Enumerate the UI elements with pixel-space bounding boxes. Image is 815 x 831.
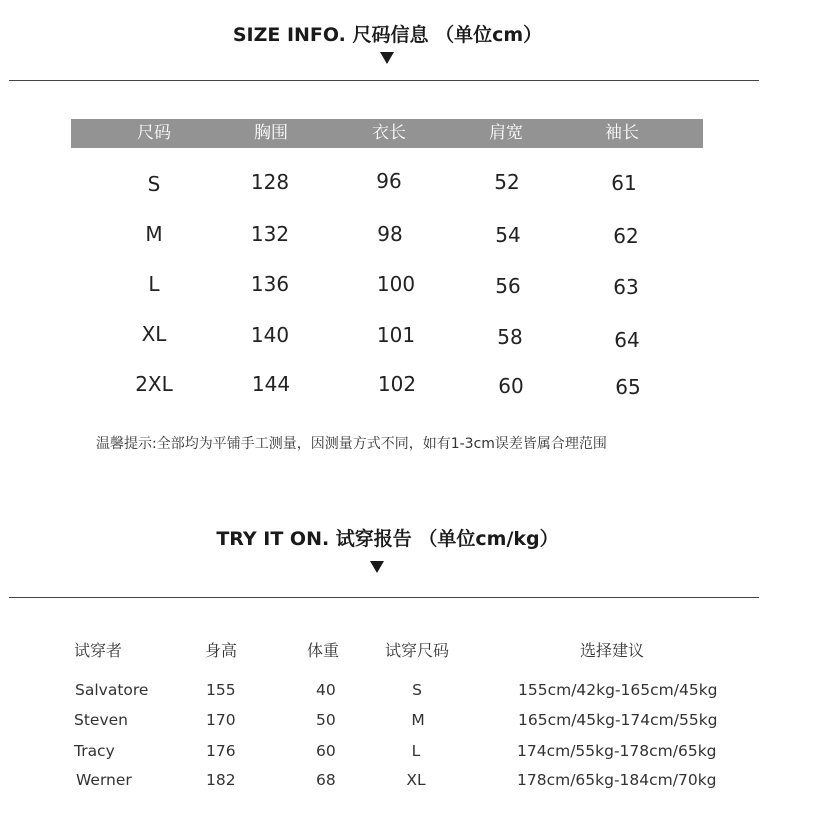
tester-name: Steven bbox=[74, 711, 128, 729]
table-cell: 58 bbox=[497, 325, 523, 349]
table-cell: 65 bbox=[615, 375, 641, 399]
table-cell: 52 bbox=[494, 170, 520, 194]
tester-weight: 68 bbox=[316, 771, 336, 789]
header-recommendation: 选择建议 bbox=[580, 641, 645, 660]
tester-weight: 40 bbox=[316, 681, 336, 699]
table-cell: 96 bbox=[376, 169, 402, 193]
table-cell: 144 bbox=[251, 372, 291, 396]
tester-name: Salvatore bbox=[75, 681, 149, 699]
tester-recommendation: 174cm/55kg-178cm/65kg bbox=[517, 742, 717, 760]
measurement-note: 温馨提示:全部均为平铺手工测量，因测量方式不同，如有1-3cm误差皆属合理范围 bbox=[96, 436, 607, 452]
tester-size: M bbox=[411, 711, 425, 729]
table-cell: 101 bbox=[376, 323, 416, 347]
tester-size: XL bbox=[406, 771, 426, 789]
table-cell: 98 bbox=[377, 222, 403, 246]
table-cell: 56 bbox=[495, 274, 521, 298]
size-info-title: SIZE INFO. 尺码信息 （单位cm） bbox=[232, 24, 543, 46]
tester-recommendation: 165cm/45kg-174cm/55kg bbox=[518, 711, 718, 729]
size-table-header bbox=[71, 119, 703, 148]
tester-name: Tracy bbox=[74, 742, 115, 760]
tester-size: S bbox=[412, 681, 422, 699]
header-height: 身高 bbox=[205, 641, 238, 660]
table-cell: 54 bbox=[495, 223, 521, 247]
tester-height: 170 bbox=[206, 711, 236, 729]
tester-recommendation: 178cm/65kg-184cm/70kg bbox=[517, 771, 717, 789]
header-weight: 体重 bbox=[307, 641, 340, 660]
table-cell: 60 bbox=[498, 374, 524, 398]
divider-line bbox=[9, 80, 759, 81]
table-cell: 100 bbox=[376, 272, 416, 296]
header-chest: 胸围 bbox=[254, 123, 288, 143]
tester-name: Werner bbox=[76, 771, 132, 789]
header-shoulder: 肩宽 bbox=[489, 123, 523, 143]
header-length: 衣长 bbox=[372, 123, 406, 143]
divider-line bbox=[9, 597, 759, 598]
tester-size: L bbox=[411, 742, 421, 760]
tester-height: 182 bbox=[206, 771, 236, 789]
table-cell: 61 bbox=[611, 171, 637, 195]
table-cell: M bbox=[145, 222, 163, 246]
table-cell: 132 bbox=[250, 222, 290, 246]
table-cell: 64 bbox=[614, 328, 640, 352]
header-tester: 试穿者 bbox=[74, 641, 123, 660]
table-cell: 136 bbox=[250, 272, 290, 296]
table-cell: S bbox=[147, 172, 161, 196]
table-cell: 128 bbox=[250, 170, 290, 194]
header-sleeve: 袖长 bbox=[605, 123, 639, 143]
table-cell: 63 bbox=[613, 275, 639, 299]
down-arrow-icon bbox=[370, 561, 384, 573]
tester-weight: 50 bbox=[316, 711, 336, 729]
table-cell: 102 bbox=[377, 372, 417, 396]
table-cell: XL bbox=[141, 322, 167, 346]
table-cell: 62 bbox=[613, 224, 639, 248]
tester-weight: 60 bbox=[316, 742, 336, 760]
table-cell: 2XL bbox=[135, 372, 173, 396]
table-cell: 140 bbox=[250, 323, 290, 347]
header-tried-size: 试穿尺码 bbox=[385, 641, 450, 660]
try-on-title: TRY IT ON. 试穿报告 （单位cm/kg） bbox=[216, 528, 559, 550]
tester-height: 155 bbox=[206, 681, 236, 699]
header-size: 尺码 bbox=[137, 123, 171, 143]
tester-recommendation: 155cm/42kg-165cm/45kg bbox=[518, 681, 718, 699]
tester-height: 176 bbox=[206, 742, 236, 760]
table-cell: L bbox=[148, 272, 160, 296]
down-arrow-icon bbox=[380, 52, 394, 64]
